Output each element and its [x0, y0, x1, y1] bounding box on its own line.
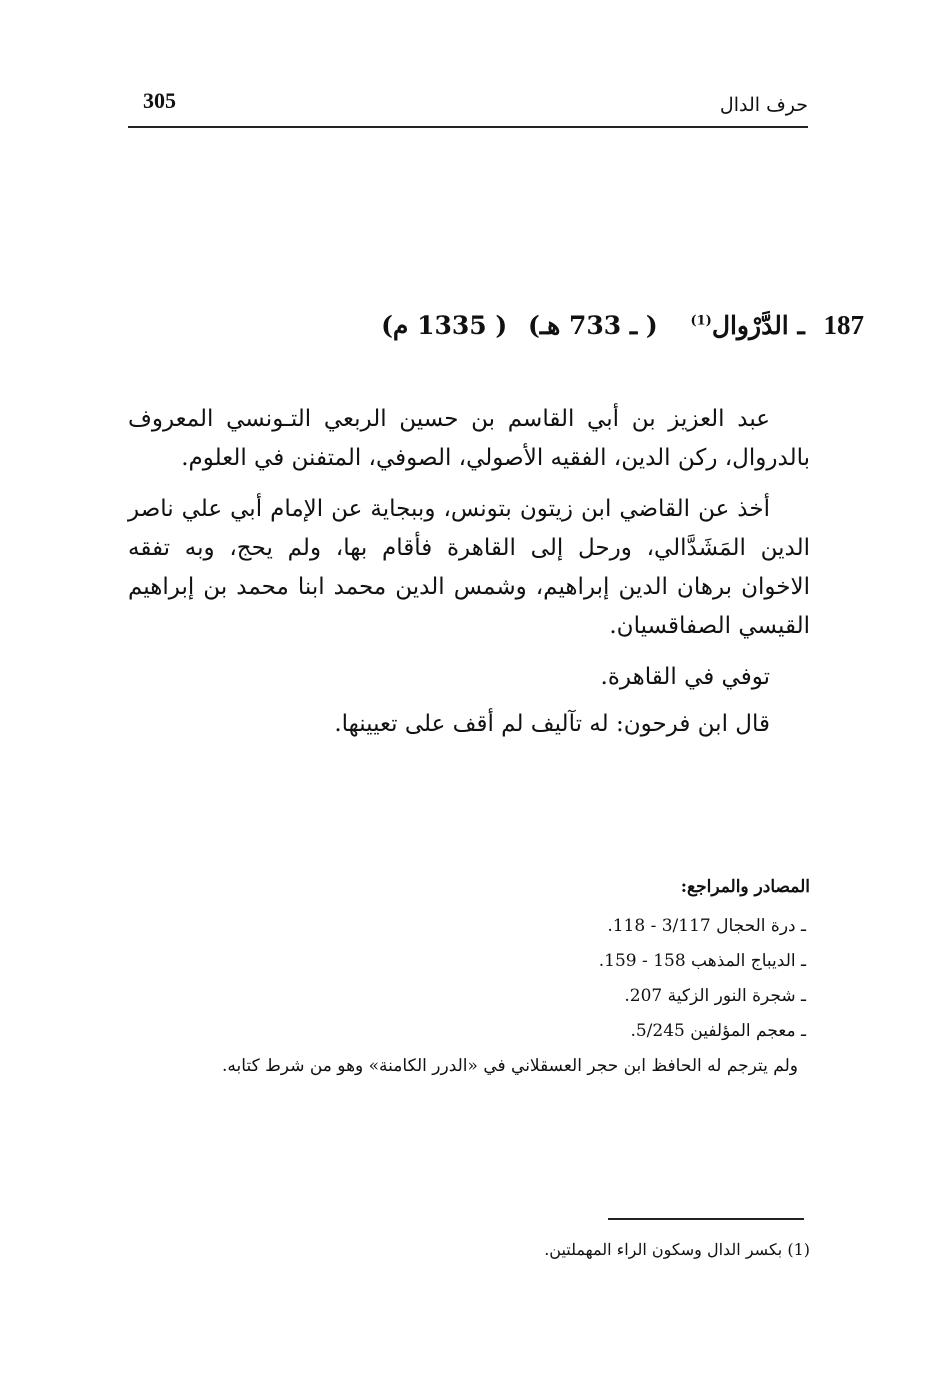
entry-heading	[304, 310, 864, 341]
entry-dates	[375, 311, 664, 340]
sources-list	[128, 909, 810, 1049]
footnote-text: (1) بكسر الدال وسكون الراء المهملتين.	[544, 1240, 810, 1259]
body-paragraph-1: عبد العزيز بن أبي القاسم بن حسين الربعي التـونسي المعروف بالدروال، ركن الدين، الفقيه الأصولي، الصوفي، المتفنن في العلوم.	[128, 406, 810, 471]
sources-section	[128, 870, 810, 1084]
body-paragraph-2: أخذ عن القاضي ابن زيتون بتونس، وببجاية عن الإمام أبي علي ناصر الدين المَشَدَّالي، ورحل إلى القاهرة فأقام بها، ولم يحج، وبه تفقه الاخوان برهان الدين إبراهيم، وشمس الدين محمد ابنا محمد بن إبراهيم القيسي الصفاقسيان.	[128, 496, 810, 639]
sources-heading: المصادر والمراجع:	[680, 877, 810, 897]
body-paragraph-4: قال ابن فرحون: له تآليف لم أقف على تعيينها.	[334, 711, 770, 737]
sources-note: ولم يترجم له الحافظ ابن حجر العسقلاني في «الدرر الكامنة» وهو من شرط كتابه.	[222, 1056, 798, 1076]
date-gregorian: ( 1335 م)	[381, 311, 508, 340]
body-paragraph-3: توفي في القاهرة.	[600, 664, 770, 690]
entry-number: 187	[823, 310, 864, 340]
entry-body	[128, 400, 810, 752]
source-item: ـ الديباج المذهب 158 - 159.	[598, 951, 806, 971]
source-item: ـ شجرة النور الزكية 207.	[624, 986, 806, 1006]
header-divider	[128, 126, 808, 128]
date-hijri: ( ـ 733 هـ)	[527, 311, 658, 340]
source-item: ـ درة الحجال 3/117 - 118.	[607, 916, 806, 936]
entry-name: ـ الدَّرْوال	[711, 311, 805, 340]
source-item: ـ معجم المؤلفين 5/245.	[630, 1021, 806, 1041]
footnote-marker: (1)	[690, 313, 712, 329]
footnote-divider	[608, 1218, 804, 1220]
running-header-title: حرف الدال	[719, 94, 808, 116]
page-number: 305	[143, 88, 176, 113]
